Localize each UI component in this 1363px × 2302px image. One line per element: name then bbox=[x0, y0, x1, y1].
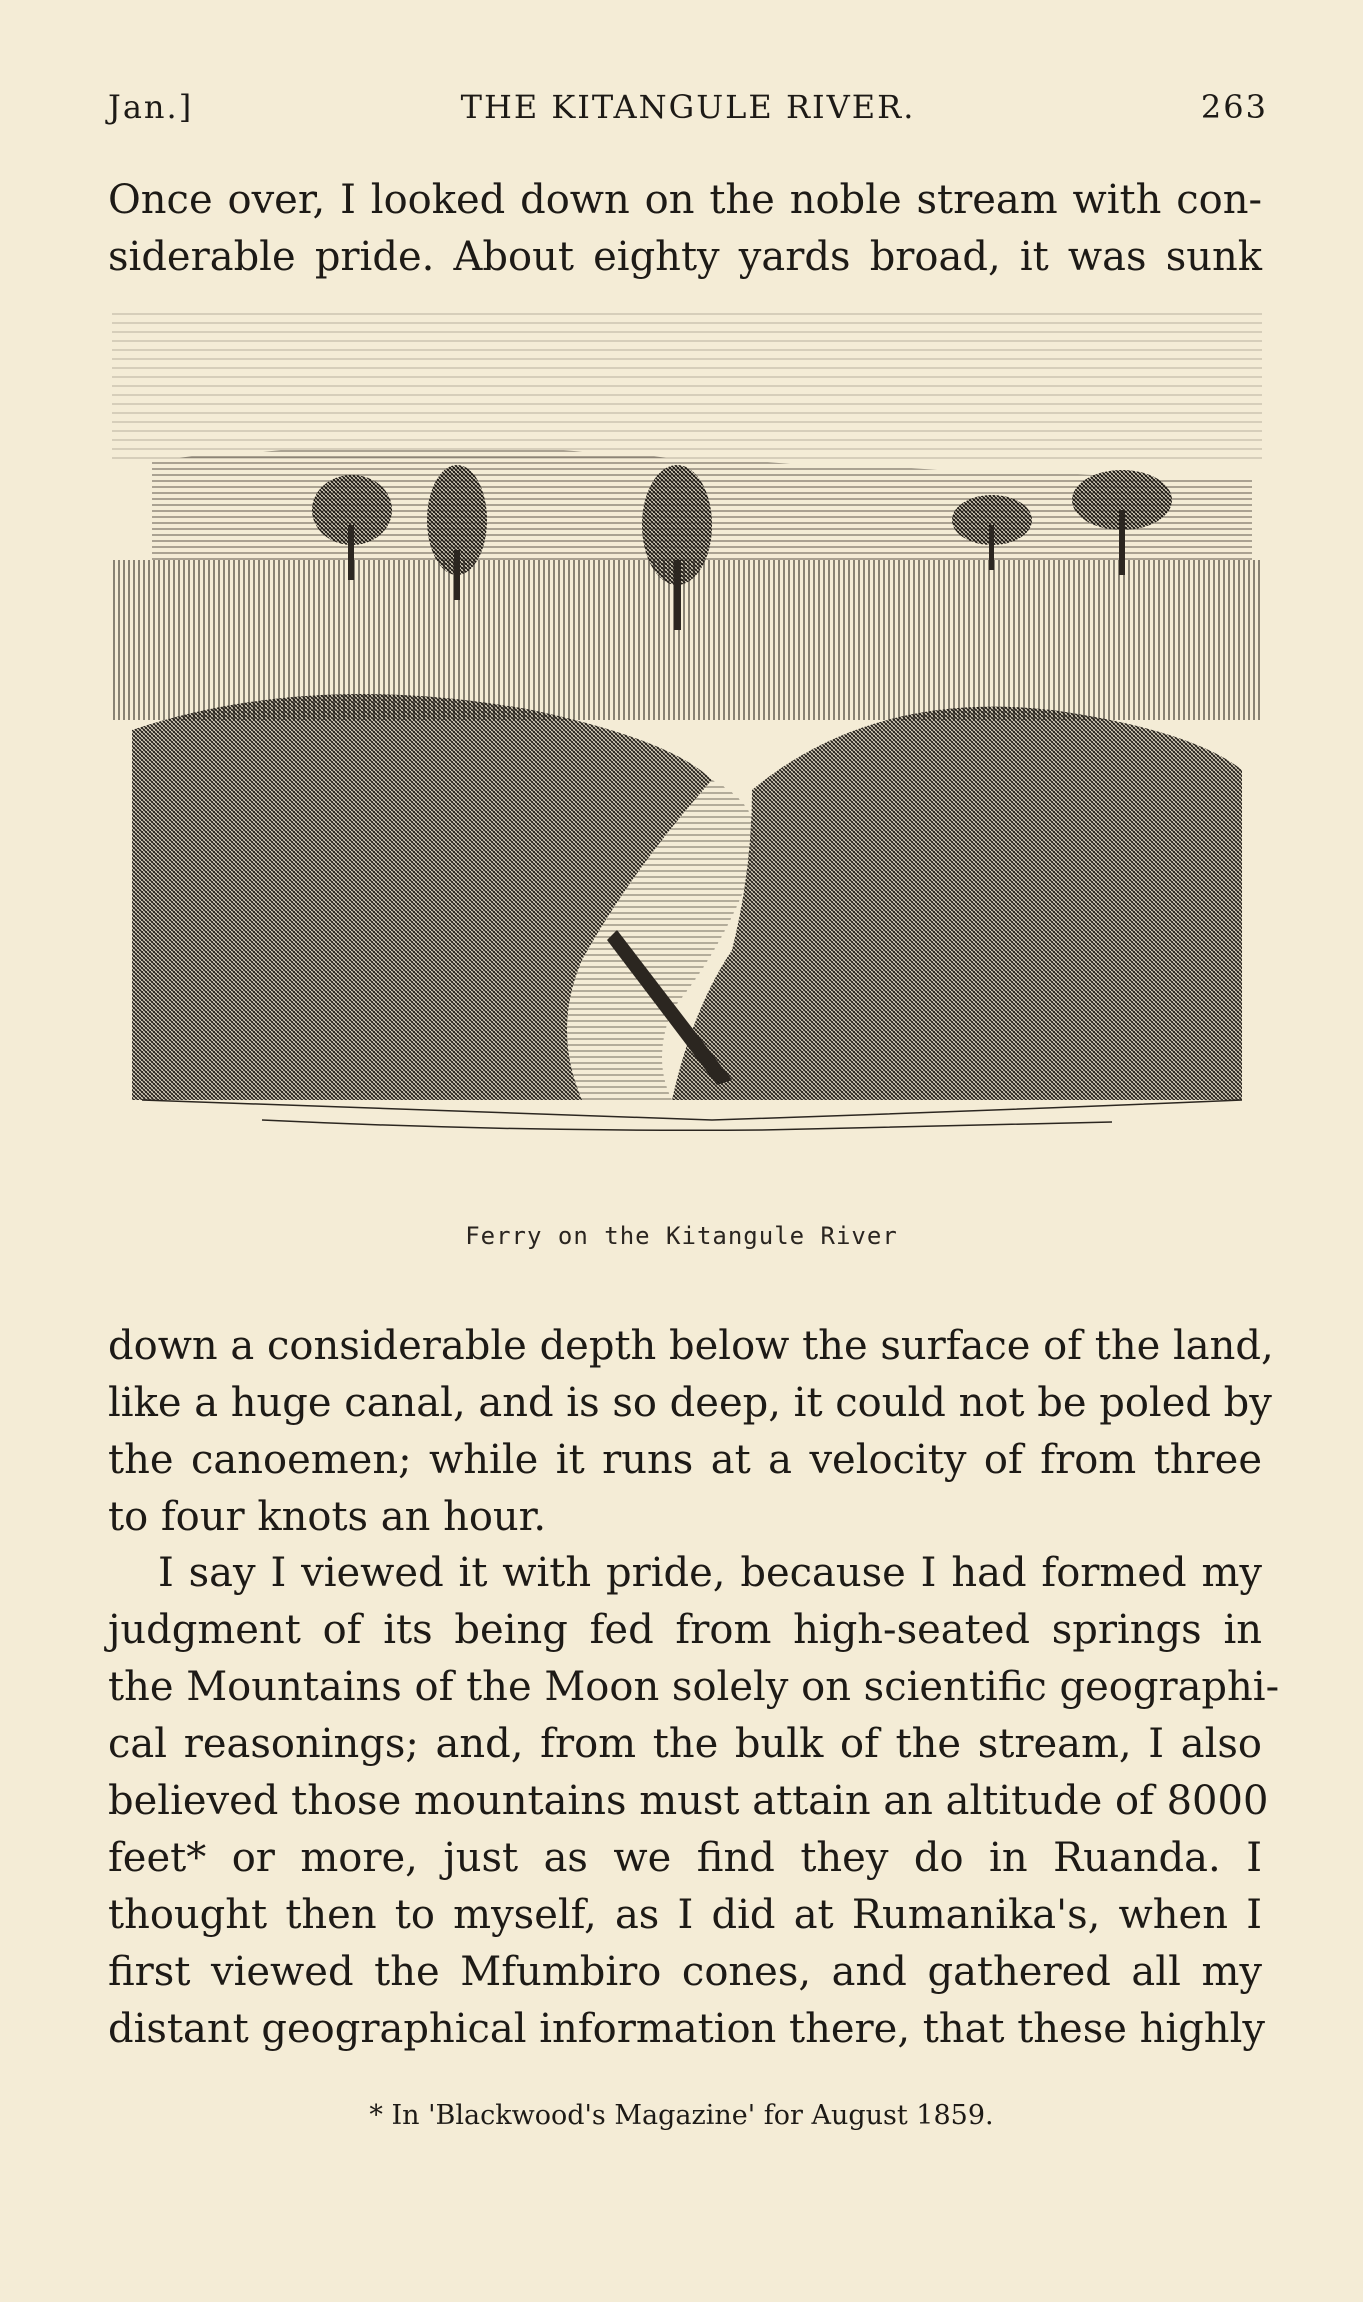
text-line: distant geographical information there, that these highly bbox=[108, 2006, 1265, 2052]
text-line: first viewed the Mfumbiro cones, and gathered all my bbox=[108, 1949, 1262, 1995]
paragraph-continued bbox=[108, 1318, 1274, 1546]
header-title: THE KITANGULE RIVER. bbox=[460, 88, 916, 126]
paragraph-second bbox=[108, 1545, 1280, 2058]
text-line: the canoemen; while it runs at a velocity of from three bbox=[108, 1437, 1262, 1483]
engraving-illustration bbox=[112, 310, 1262, 1190]
text-line: judgment of its being fed from high-seated springs in bbox=[108, 1607, 1262, 1653]
right-bank-foliage bbox=[672, 707, 1242, 1100]
foreground-ground bbox=[142, 1100, 1242, 1130]
text-line: siderable pride. About eighty yards broad, it was sunk bbox=[108, 234, 1262, 280]
paragraph-top bbox=[108, 172, 1262, 286]
text-line: I say I viewed it with pride, because I had formed my bbox=[158, 1550, 1262, 1596]
header-month: Jan.] bbox=[108, 88, 194, 126]
page-number: 263 bbox=[1200, 88, 1268, 126]
text-line: Once over, I looked down on the noble stream with con- bbox=[108, 177, 1262, 223]
text-line: to four knots an hour. bbox=[108, 1494, 547, 1540]
text-line: the Mountains of the Moon solely on scientific geographi- bbox=[108, 1664, 1280, 1710]
figure-caption: Ferry on the Kitangule River bbox=[465, 1222, 898, 1250]
grassland-band bbox=[112, 560, 1262, 720]
running-header bbox=[108, 88, 1268, 132]
sky bbox=[112, 310, 1262, 460]
text-line: thought then to myself, as I did at Rumanika's, when I bbox=[108, 1892, 1262, 1938]
footnote: * In 'Blackwood's Magazine' for August 1859. bbox=[369, 2100, 994, 2131]
text-line: down a considerable depth below the surface of the land, bbox=[108, 1323, 1274, 1369]
text-line: cal reasonings; and, from the bulk of the stream, I also bbox=[108, 1721, 1262, 1767]
text-line: like a huge canal, and is so deep, it could not be poled by bbox=[108, 1380, 1272, 1426]
text-line: feet* or more, just as we find they do in Ruanda. I bbox=[108, 1835, 1262, 1881]
text-line: believed those mountains must attain an altitude of 8000 bbox=[108, 1778, 1269, 1824]
